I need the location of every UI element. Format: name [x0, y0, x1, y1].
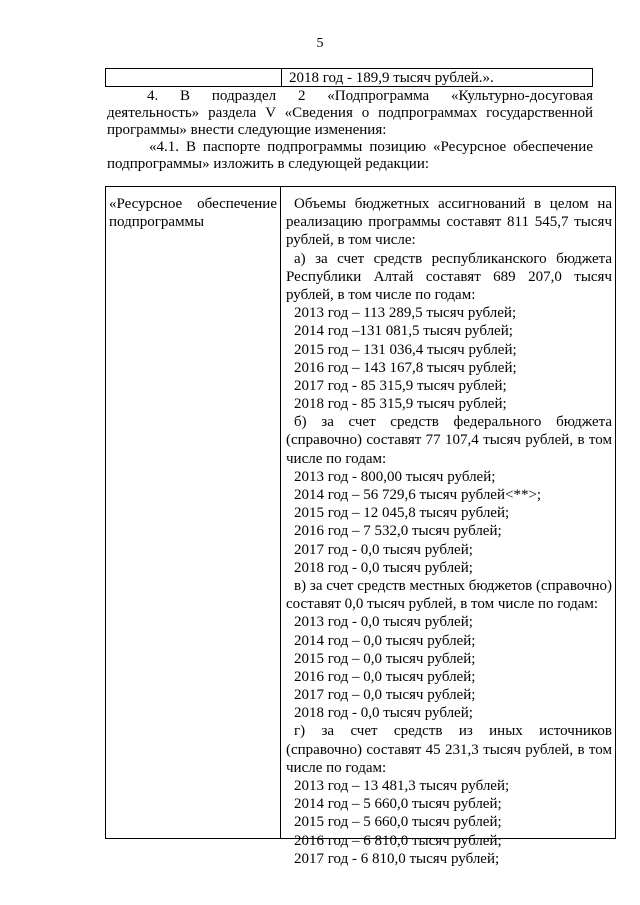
cell-line: 2013 год - 800,00 тысяч рублей;: [294, 468, 496, 485]
cell-line: 2014 год – 56 729,6 тысяч рублей<**>;: [294, 487, 542, 503]
paragraph-line: 4. В подраздел 2 «Подпрограмма «Культурно-досуговая: [147, 88, 593, 104]
cell-line: а) за счет средств республиканского бюджета: [294, 250, 612, 267]
cell-line: 2014 год – 5 660,0 тысяч рублей;: [294, 796, 502, 813]
cell-line: 2018 год - 0,0 тысяч рублей;: [294, 705, 473, 722]
cell-line: 2017 год - 6 810,0 тысяч рублей;: [294, 850, 500, 867]
cell-line: 2015 год – 12 045,8 тысяч рублей;: [294, 505, 510, 522]
cell-line: 2013 год – 113 289,5 тысяч рублей;: [294, 305, 517, 322]
cell-line: 2016 год – 0,0 тысяч рублей;: [294, 668, 476, 685]
cell-line: подпрограммы: [109, 214, 205, 230]
cell-line: 2018 год - 85 315,9 тысяч рублей;: [294, 396, 507, 413]
paragraph-4: [107, 88, 593, 139]
cell-line: 2015 год – 5 660,0 тысяч рублей;: [294, 814, 502, 831]
cell-line: «Ресурсное обеспечение: [109, 196, 277, 212]
table-cell-heading: [109, 195, 277, 231]
cell-line: числе по годам:: [286, 759, 387, 776]
table-column-divider: [280, 187, 281, 838]
paragraph-line: программы» внести следующие изменения:: [107, 122, 387, 138]
cell-line: рублей, в том числе по годам:: [286, 286, 476, 303]
cell-line: 2016 год – 143 167,8 тысяч рублей;: [294, 359, 517, 376]
cell-line: 2014 год – 0,0 тысяч рублей;: [294, 632, 476, 649]
cell-line: г) за счет средств из иных источников: [294, 723, 612, 740]
cell-line: (справочно) составят 45 231,3 тысяч рублей, в том: [286, 741, 612, 758]
cell-line: 2014 год –131 081,5 тысяч рублей;: [294, 323, 513, 340]
continuation-table-row: [105, 68, 593, 87]
cell-line: Объемы бюджетных ассигнований в целом на: [294, 196, 612, 212]
paragraph-line: подпрограммы» изложить в следующей редакции:: [107, 156, 430, 172]
cell-line: рублей, в том числе:: [286, 232, 416, 249]
cell-line: 2013 год – 13 481,3 тысяч рублей;: [294, 778, 510, 794]
table-cell-2018: 2018 год - 189,9 тысяч рублей.».: [289, 70, 494, 86]
cell-line: (справочно) составят 77 107,4 тысяч рублей, в том: [286, 432, 612, 449]
table-column-divider: [281, 69, 282, 86]
cell-line: 2017 год - 0,0 тысяч рублей;: [294, 541, 473, 558]
cell-line: 2013 год - 0,0 тысяч рублей;: [294, 614, 473, 631]
cell-line: 2018 год - 0,0 тысяч рублей;: [294, 559, 473, 576]
cell-line: Республики Алтай составят 689 207,0 тысяч: [286, 268, 612, 285]
table-cell-content: [286, 195, 612, 868]
cell-line: числе по годам:: [286, 450, 387, 467]
paragraph-line: «4.1. В паспорте подпрограммы позицию «Ресурсное обеспечение: [149, 139, 593, 155]
cell-line: составят 0,0 тысяч рублей, в том числе по годам:: [286, 596, 599, 613]
resource-table: [105, 186, 616, 867]
cell-line: в) за счет средств местных бюджетов (справочно): [294, 577, 612, 594]
paragraph-4-1: [107, 139, 593, 173]
cell-line: 2015 год – 131 036,4 тысяч рублей;: [294, 341, 517, 358]
cell-line: 2016 год – 6 810,0 тысяч рублей;: [294, 832, 502, 849]
cell-line: 2017 год – 0,0 тысяч рублей;: [294, 687, 476, 704]
cell-line: 2015 год – 0,0 тысяч рублей;: [294, 650, 476, 667]
cell-line: реализацию программы составят 811 545,7 тысяч: [286, 214, 612, 231]
cell-line: 2017 год - 85 315,9 тысяч рублей;: [294, 377, 507, 394]
cell-line: б) за счет средств федерального бюджета: [294, 414, 612, 431]
cell-line: 2016 год – 7 532,0 тысяч рублей;: [294, 523, 502, 540]
page-number: 5: [316, 36, 324, 51]
paragraph-line: деятельность» раздела V «Сведения о подпрограммах государственной: [107, 105, 593, 121]
